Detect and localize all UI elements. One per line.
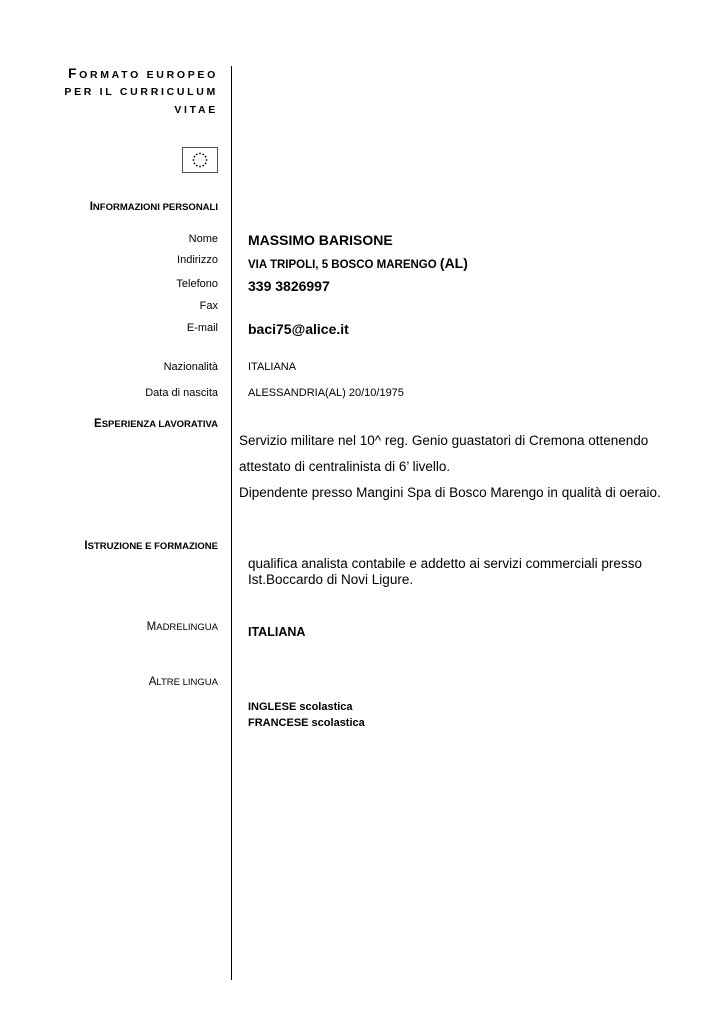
other-languages-label <box>149 676 218 688</box>
cv-title-rest: ORMATO EUROPEO <box>79 69 218 81</box>
eu-flag-icon <box>182 147 218 173</box>
other-language-2: FRANCESE scolastica <box>248 717 365 729</box>
section-work-experience <box>94 418 218 430</box>
nationality-value: ITALIANA <box>248 361 297 373</box>
phone-value: 339 3826997 <box>248 278 330 294</box>
mother-tongue-label-rest: ADRELINGUA <box>156 622 218 633</box>
fax-label: Fax <box>199 300 218 312</box>
cv-title-line-3: VITAE <box>174 104 218 116</box>
other-languages-label-initial: A <box>148 676 157 688</box>
section-personal-info <box>90 201 218 213</box>
cv-title-line-2: PER IL CURRICULUM <box>64 86 218 98</box>
mother-tongue-label <box>147 621 218 633</box>
section-work-experience-initial: E <box>94 418 102 430</box>
section-personal-info-initial: I <box>89 201 93 213</box>
mother-tongue-label-initial: M <box>146 621 157 633</box>
section-education <box>84 540 218 552</box>
address-value <box>248 255 468 271</box>
birth-value: ALESSANDRIA(AL) 20/10/1975 <box>248 387 404 399</box>
birth-label: Data di nascita <box>145 387 218 399</box>
name-value: MASSIMO BARISONE <box>248 232 393 248</box>
cv-title-line-1 <box>68 66 218 81</box>
mother-tongue-value: ITALIANA <box>248 625 306 639</box>
email-label: E-mail <box>186 322 218 334</box>
experience-line-2: attestato di centralinista di 6’ livello. <box>239 459 451 474</box>
cv-title-initial: F <box>68 66 80 81</box>
section-education-initial: I <box>84 540 88 552</box>
other-language-1: INGLESE scolastica <box>248 701 353 713</box>
address-province: (AL) <box>439 255 468 271</box>
email-value: baci75@alice.it <box>248 321 349 337</box>
phone-label: Telefono <box>176 278 218 290</box>
experience-line-3: Dipendente presso Mangini Spa di Bosco Marengo in qualità di oeraio. <box>239 485 661 500</box>
experience-line-1: Servizio militare nel 10^ reg. Genio guastatori di Cremona ottenendo <box>239 433 649 448</box>
address-street: VIA TRIPOLI, 5 BOSCO MARENGO <box>248 259 440 271</box>
education-text: qualifica analista contabile e addetto ai servizi commerciali presso Ist.Boccardo di Novi Ligure. <box>248 556 642 587</box>
column-divider <box>231 66 232 980</box>
other-languages-label-rest: LTRE LINGUA <box>156 677 218 688</box>
name-label: Nome <box>188 233 218 245</box>
section-work-experience-rest: SPERIENZA LAVORATIVA <box>101 419 218 430</box>
section-education-rest: STRUZIONE E FORMAZIONE <box>87 541 218 552</box>
address-label: Indirizzo <box>177 254 218 266</box>
nationality-label: Nazionalità <box>163 361 218 373</box>
section-personal-info-rest: NFORMAZIONI PERSONALI <box>92 202 218 213</box>
